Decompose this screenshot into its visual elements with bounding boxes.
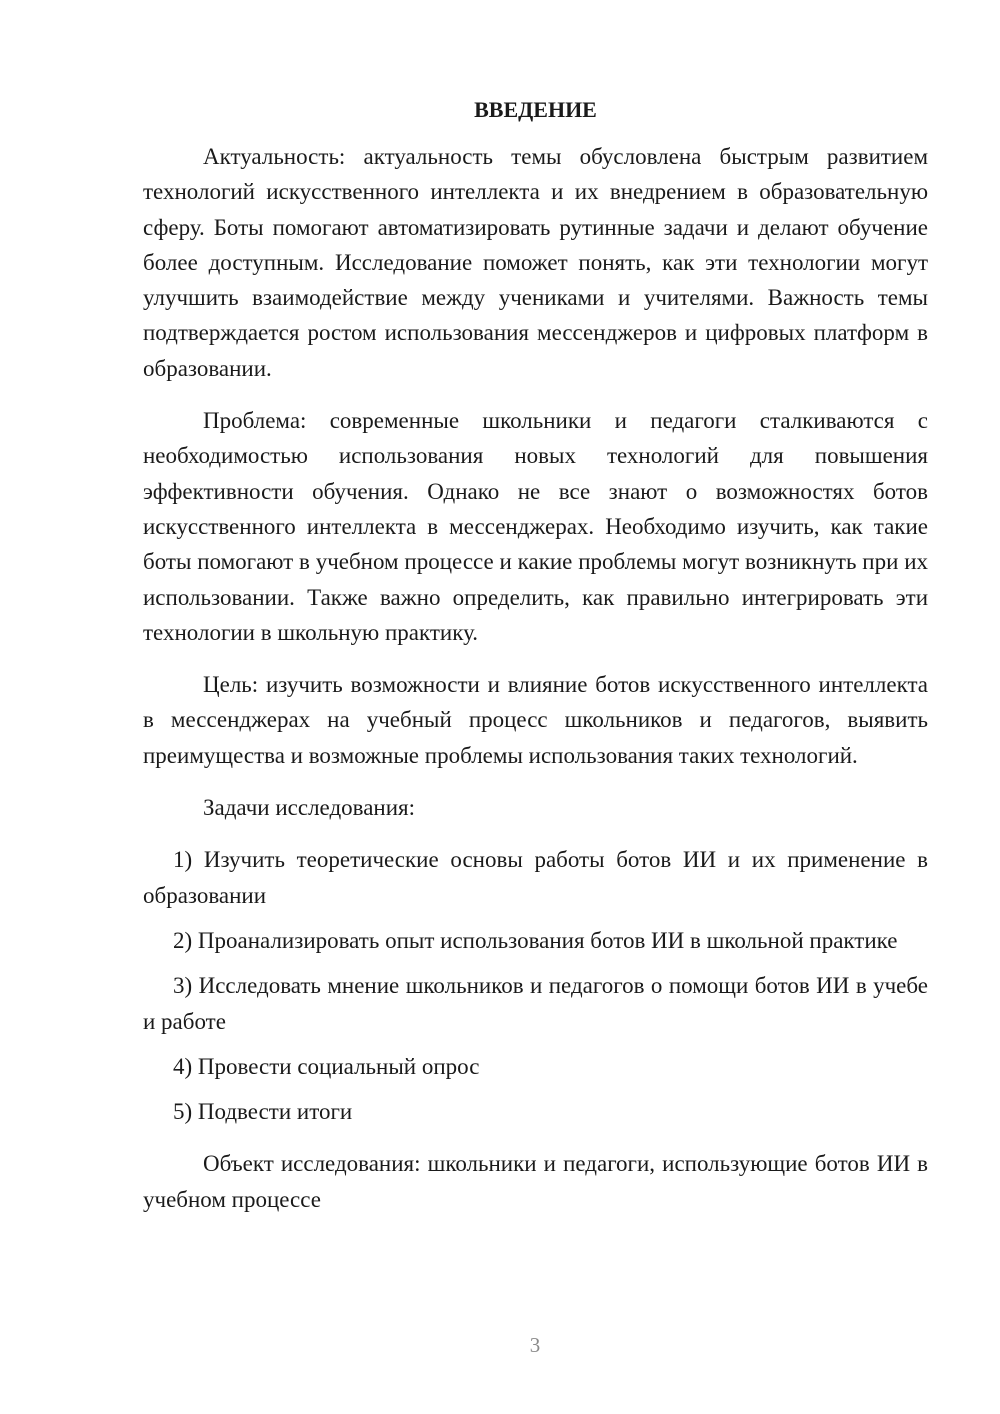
tasks-title: Задачи исследования: [203,795,416,821]
paragraph-object: Объект исследования: школьники и педагоги, использующие ботов ИИ в учебном процессе [143,1151,928,1212]
task-item: 2) Проанализировать опыт использования ботов ИИ в школьной практике [173,927,898,953]
task-item: 3) Исследовать мнение школьников и педагогов о помощи ботов ИИ в учебе и работе [143,973,928,1034]
paragraph-problem: Проблема: современные школьники и педагоги сталкиваются с необходимостью использования новых технологий для повышения эффективности обучения. Однако не все знают о возможностях ботов искусственного интеллекта в мессенджерах. Необходимо изучить, как такие боты помогают в учебном процессе и какие проблемы могут возникнуть при их использовании. Также важно определить, как правильно интегрировать эти технологии в школьную практику. [143,408,928,645]
task-item: 5) Подвести итоги [173,1099,353,1125]
paragraph-relevance: Актуальность: актуальность темы обусловлена быстрым развитием технологий искусственного интеллекта и их внедрением в образовательную сферу. Боты помогают автоматизировать рутинные задачи и делают обучение более доступным. Исследование поможет понять, как эти технологии могут улучшить взаимодействие между учениками и учителями. Важность темы подтверждается ростом использования мессенджеров и цифровых платформ в образовании. [143,144,928,381]
tasks-list [143,842,928,1129]
page-content [143,95,928,1234]
page-number: 3 [529,1333,541,1357]
section-heading: ВВЕДЕНИЕ [474,97,597,122]
task-item: 4) Провести социальный опрос [173,1053,480,1079]
paragraph-goal: Цель: изучить возможности и влияние ботов искусственного интеллекта в мессенджерах на учебный процесс школьников и педагогов, выявить преимущества и возможные проблемы использования таких технологий. [143,672,928,768]
task-item: 1) Изучить теоретические основы работы ботов ИИ и их применение в образовании [143,847,928,908]
